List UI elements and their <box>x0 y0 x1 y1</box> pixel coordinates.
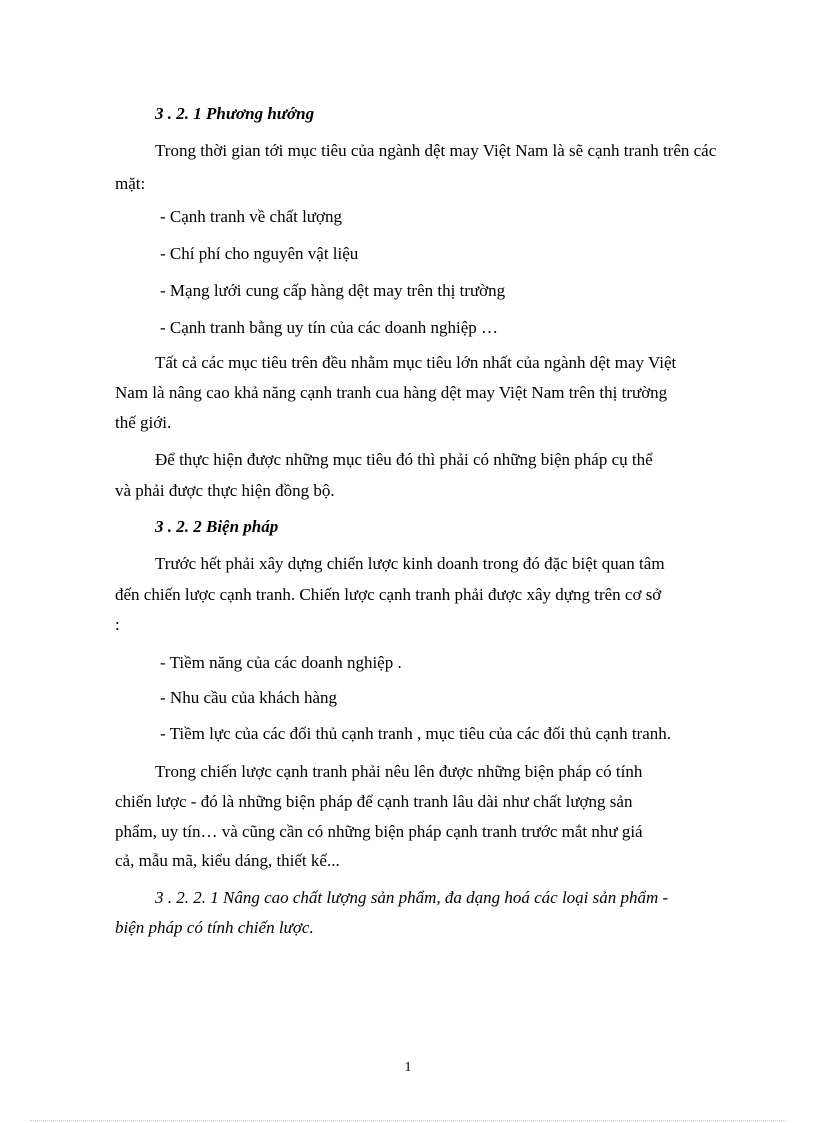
list-item: - Mạng lưới cung cấp hàng dệt may trên thị trường <box>160 281 506 300</box>
paragraph-5-line-1: Trong chiến lược cạnh tranh phải nêu lên được những biện pháp có tính <box>155 762 643 781</box>
paragraph-4-line-1: Trước hết phải xây dựng chiến lược kinh doanh trong đó đặc biệt quan tâm <box>155 554 665 573</box>
subsection-title-3-2-2-1-line-2: biện pháp có tính chiến lược. <box>115 918 314 937</box>
list-item: - Tiềm lực của các đối thủ cạnh tranh , mục tiêu của các đối thủ cạnh tranh. <box>160 724 672 743</box>
list-item: - Chí phí cho nguyên vật liệu <box>160 244 359 263</box>
paragraph-2-line-3: thế giới. <box>115 413 172 432</box>
paragraph-2-line-2: Nam là nâng cao khả năng cạnh tranh cua hàng dệt may Việt Nam trên thị trường <box>115 383 668 402</box>
section-title-3-2-2: 3 . 2. 2 Biện pháp <box>155 517 279 536</box>
paragraph-1-line-1: Trong thời gian tới mục tiêu của ngành dệt may Việt Nam là sẽ cạnh tranh trên các <box>155 141 717 160</box>
paragraph-1-line-2: mặt: <box>115 174 146 193</box>
paragraph-4-line-2: đến chiến lược cạnh tranh. Chiến lược cạnh tranh phải được xây dựng trên cơ sở <box>115 585 662 604</box>
paragraph-4-line-3: : <box>115 615 120 634</box>
list-item: - Cạnh tranh bằng uy tín của các doanh nghiệp … <box>160 318 499 337</box>
paragraph-5-line-2: chiến lược - đó là những biện pháp để cạnh tranh lâu dài như chất lượng sản <box>115 792 633 811</box>
paragraph-3-line-2: và phải được thực hiện đồng bộ. <box>115 481 335 500</box>
section-title-3-2-1: 3 . 2. 1 Phương hướng <box>155 104 315 123</box>
subsection-title-3-2-2-1-line-1: 3 . 2. 2. 1 Nâng cao chất lượng sản phẩm, đa dạng hoá các loại sản phẩm - <box>155 888 669 907</box>
paragraph-5-line-3: phẩm, uy tín… và cũng cần có những biện pháp cạnh tranh trước mắt như giá <box>115 822 643 841</box>
list-item: - Nhu cầu của khách hàng <box>160 688 338 707</box>
paragraph-5-line-4: cả, mẫu mã, kiểu dáng, thiết kế... <box>115 851 340 870</box>
paragraph-3-line-1: Để thực hiện được những mục tiêu đó thì phải có những biện pháp cụ thể <box>155 450 653 469</box>
paragraph-2-line-1: Tất cả các mục tiêu trên đều nhằm mục tiêu lớn nhất của ngành dệt may Việt <box>155 353 677 372</box>
page-number: 1 <box>404 1060 412 1075</box>
footer-divider <box>30 1120 786 1121</box>
list-item: - Cạnh tranh về chất lượng <box>160 207 343 226</box>
list-item: - Tiềm năng của các doanh nghiệp . <box>160 653 402 672</box>
